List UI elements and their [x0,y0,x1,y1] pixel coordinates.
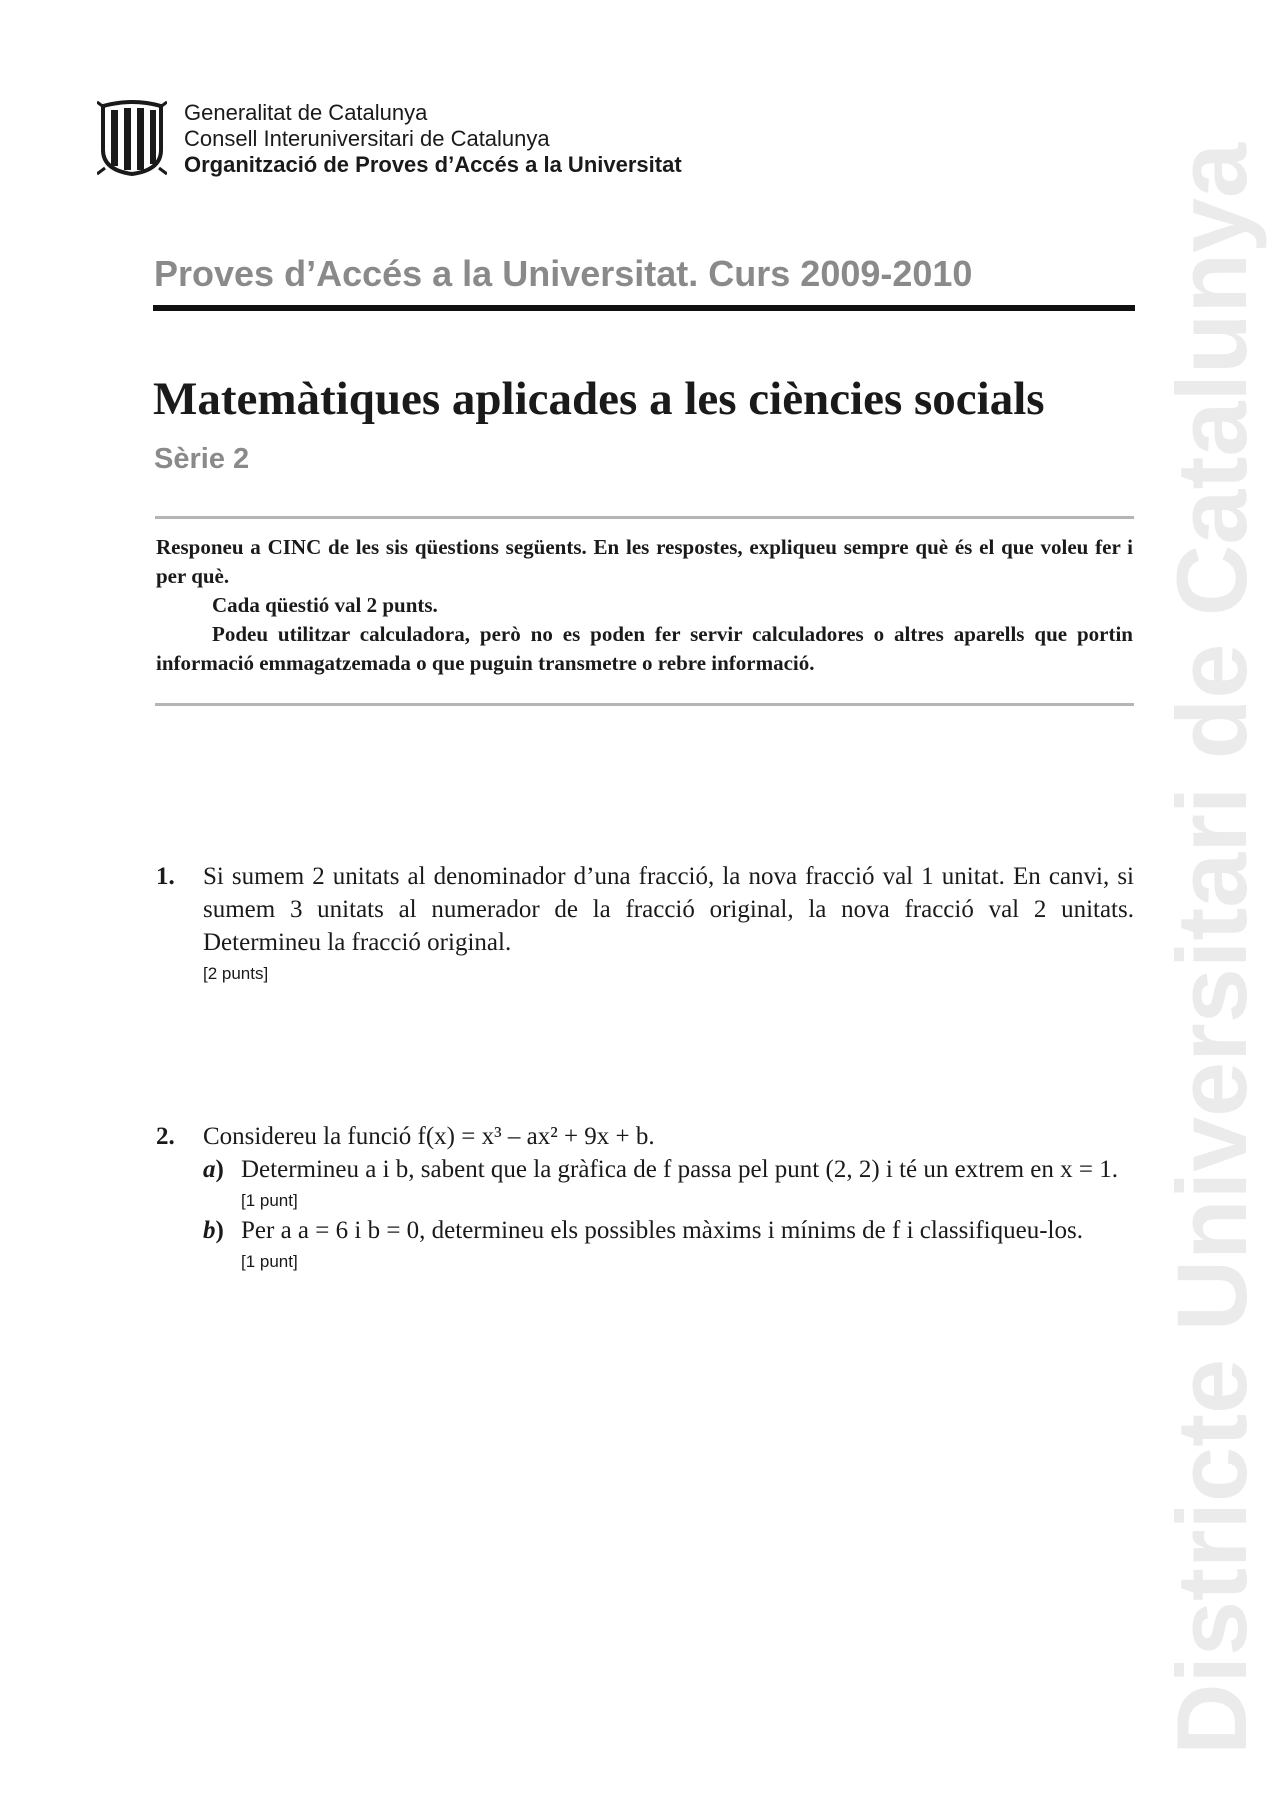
instructions [156,533,1133,678]
question-part-b [203,1214,1134,1275]
question-part-a [203,1153,1134,1214]
instructions-paragraph-3: Podeu utilitzar calculadora, però no es poden fer servir calculadores o altres aparells que portin informació emmagatzemada o que puguin transmetre o rebre informació. [156,622,1133,675]
subject-title: Matemàtiques aplicades a les ciències socials [153,373,1045,425]
part-letter: b [203,1217,216,1244]
generalitat-logo-icon [97,100,167,176]
question-points: [2 punts] [203,964,269,983]
instructions-top-divider [155,516,1134,519]
part-body [241,1153,1134,1214]
course-title: Proves d’Accés a la Universitat. Curs 2009-2010 [154,253,973,294]
question-intro: Considereu la funció f(x) = x³ – ax² + 9x + b. [203,1123,655,1150]
part-body [241,1214,1134,1275]
question-1 [156,860,1134,987]
part-text: Determineu a i b, sabent que la gràfica de f passa pel punt (2, 2) i té un extrem en x = 1. [241,1156,1118,1183]
part-label: b) [203,1217,224,1244]
question-2 [156,1120,1134,1275]
organization-name [184,100,682,178]
question-text: Si sumem 2 unitats al denominador d’una fracció, la nova fracció val 1 unitat. En canvi, si sumem 3 unitats al numerador de la fracció original, la nova fracció val 2 unitats. Determineu la fracció original. [203,863,1134,956]
instructions-paragraph-2: Cada qüestió val 2 punts. [212,593,438,617]
district-watermark: Districte Universitari de Catalunya [1156,142,1267,1755]
org-line-3: Organització de Proves d’Accés a la Universitat [184,152,682,177]
series-label: Sèrie 2 [154,443,250,475]
org-line-1: Generalitat de Catalunya [184,100,428,125]
instructions-paragraph-1: Responeu a CINC de les sis qüestions següents. En les respostes, expliqueu sempre què és el que voleu fer i per què. [156,535,1133,588]
question-number: 2. [156,1123,175,1150]
part-label: a) [203,1156,224,1183]
part-points: [1 punt] [241,1252,298,1271]
part-points: [1 punt] [241,1191,298,1210]
part-letter: a [203,1156,216,1183]
question-number: 1. [156,863,175,890]
instructions-bottom-divider [155,703,1134,706]
part-text: Per a a = 6 i b = 0, determineu els possibles màxims i mínims de f i classifiqueu-los. [241,1217,1083,1244]
question-body [203,860,1134,987]
header-divider [153,305,1135,311]
org-line-2: Consell Interuniversitari de Catalunya [184,126,550,151]
